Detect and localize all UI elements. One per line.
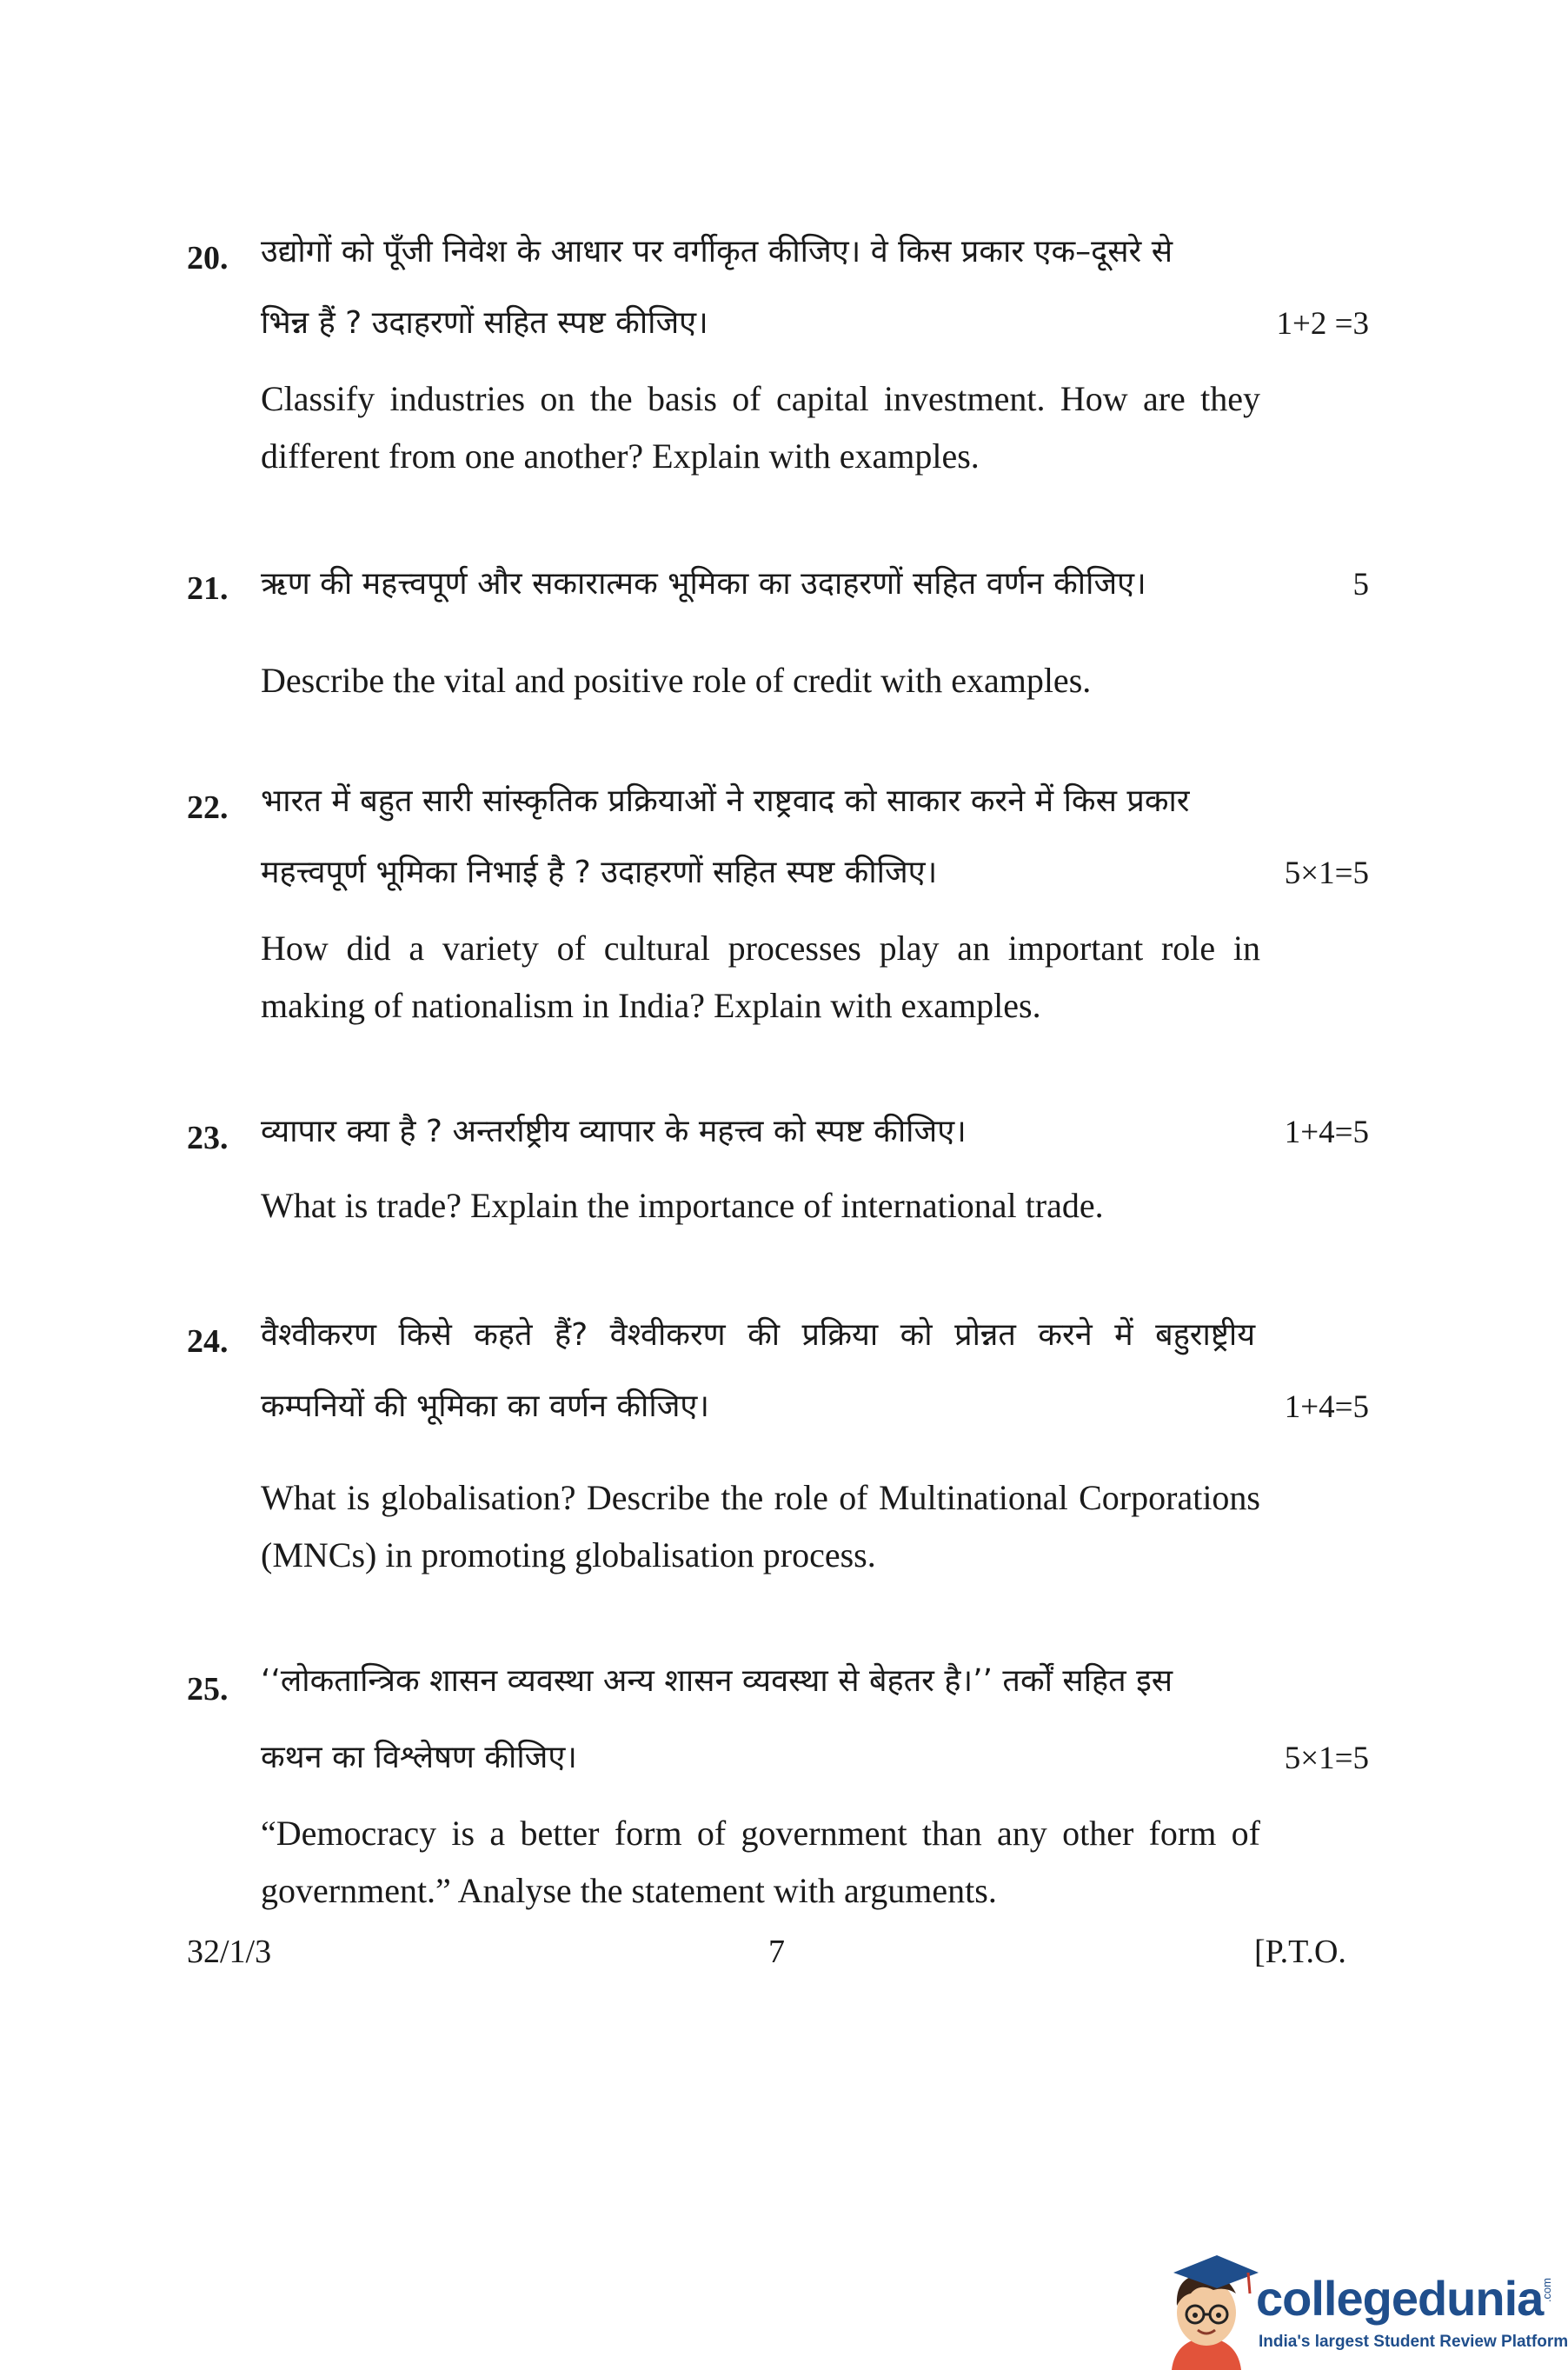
question-number: 25. — [187, 1671, 229, 1708]
marks: 5×1=5 — [1284, 1741, 1369, 1776]
question-number: 24. — [187, 1323, 229, 1360]
question-number: 20. — [187, 240, 229, 276]
question-hindi-line: ऋण की महत्त्वपूर्ण और सकारात्मक भूमिका का उदाहरणों सहित वर्णन कीजिए। — [261, 566, 1146, 602]
question-english: What is globalisation? Describe the role of Multinational Corporations (MNCs) in promoting globalisation process. — [261, 1478, 1260, 1574]
page-number: 7 — [768, 1934, 785, 1970]
logo-tagline: India's largest Student Review Platform — [1259, 2333, 1568, 2351]
question-english: What is trade? Explain the importance of international trade. — [261, 1186, 1104, 1225]
student-mascot-icon — [1156, 2243, 1260, 2370]
question-number: 21. — [187, 570, 229, 607]
question-number: 23. — [187, 1120, 229, 1156]
question-hindi-line: उद्योगों को पूँजी निवेश के आधार पर वर्गीकृत कीजिए। वे किस प्रकार एक–दूसरे से — [261, 234, 1173, 270]
question-english: “Democracy is a better form of government than any other form of government.” Analyse the statement with arguments. — [261, 1814, 1260, 1910]
question-number: 22. — [187, 789, 229, 826]
question-hindi-line: व्यापार क्या है ? अन्तर्राष्ट्रीय व्यापार के महत्त्व को स्पष्ट कीजिए। — [261, 1114, 967, 1149]
question-english: How did a variety of cultural processes play an important role in making of nationalism in India? Explain with examples. — [261, 929, 1260, 1025]
marks: 5 — [1352, 567, 1369, 602]
marks: 1+2 =3 — [1276, 306, 1369, 342]
question-hindi-line: ‘‘लोकतान्त्रिक शासन व्यवस्था अन्य शासन व्यवस्था से बेहतर है।’’ तर्कों सहित इस — [261, 1663, 1173, 1699]
marks: 1+4=5 — [1284, 1389, 1369, 1425]
marks: 1+4=5 — [1284, 1115, 1369, 1150]
question-hindi-line: भारत में बहुत सारी सांस्कृतिक प्रक्रियाओं ने राष्ट्रवाद को साकार करने में किस प्रकार — [261, 783, 1190, 819]
marks: 5×1=5 — [1284, 855, 1369, 891]
question-hindi-line: महत्त्वपूर्ण भूमिका निभाई है ? उदाहरणों सहित स्पष्ट कीजिए। — [261, 855, 938, 890]
paper-code: 32/1/3 — [187, 1934, 272, 1970]
question-hindi-line: भिन्न हैं ? उदाहरणों सहित स्पष्ट कीजिए। — [261, 305, 708, 341]
collegedunia-logo — [1156, 2243, 1568, 2370]
logo-wordmark: collegedunia — [1256, 2271, 1544, 2326]
question-hindi-line: वैश्वीकरण किसे कहते हैं? वैश्वीकरण की प्रक्रिया को प्रोन्नत करने में बहुराष्ट्रीय — [261, 1317, 1256, 1353]
question-hindi-line: कम्पनियों की भूमिका का वर्णन कीजिए। — [261, 1388, 709, 1424]
question-english: Classify industries on the basis of capital investment. How are they different from one another? Explain with examples. — [261, 379, 1260, 476]
logo-domain-suffix: .com — [1540, 2278, 1553, 2303]
pto-label: [P.T.O. — [1254, 1934, 1346, 1970]
question-english: Describe the vital and positive role of credit with examples. — [261, 661, 1092, 700]
question-hindi-line: कथन का विश्लेषण कीजिए। — [261, 1740, 577, 1775]
